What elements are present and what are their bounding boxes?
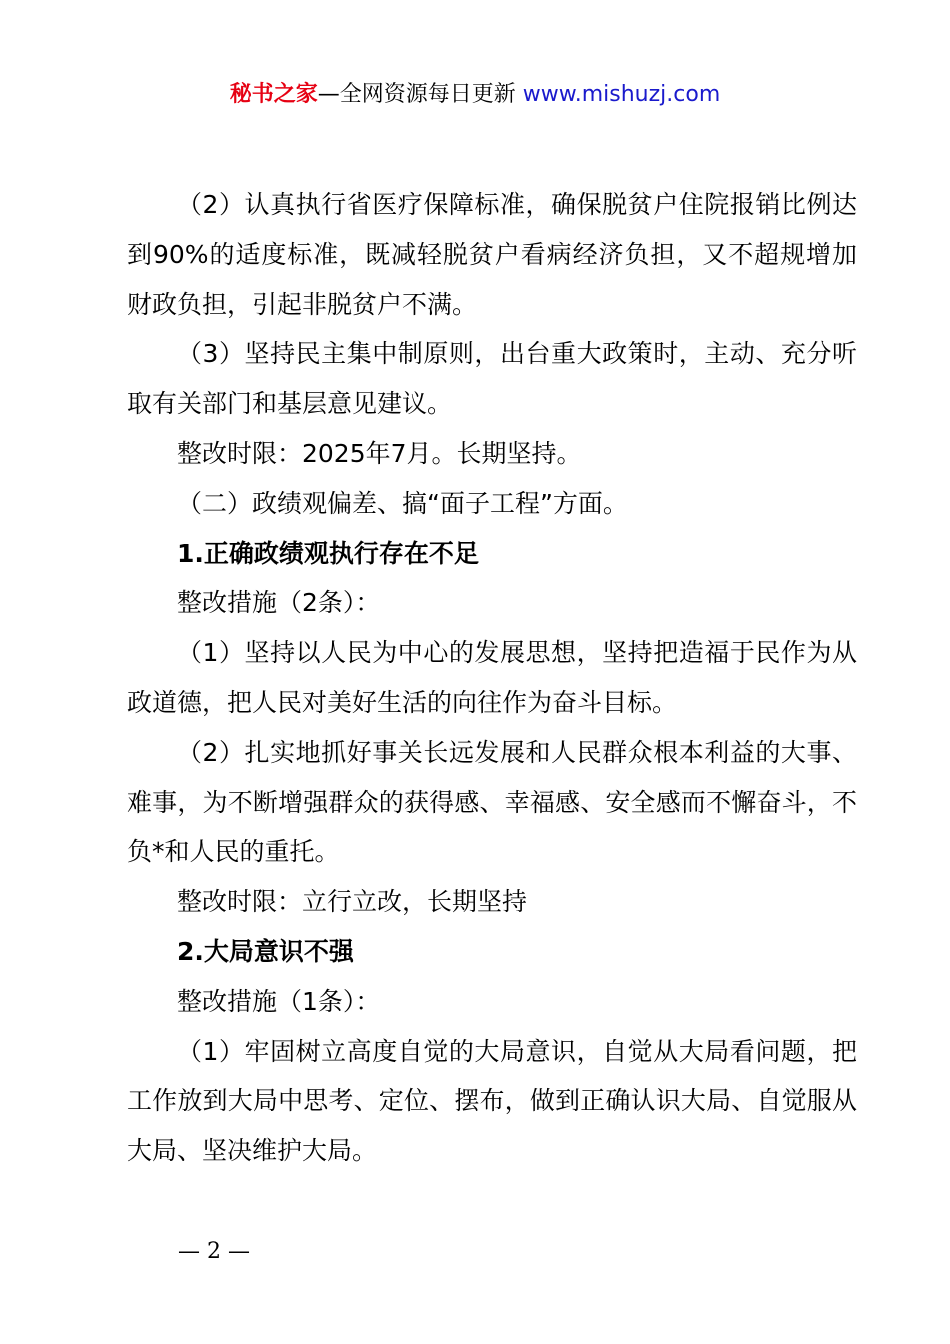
paragraph: （3）坚持民主集中制原则，出台重大政策时，主动、充分听取有关部门和基层意见建议。 [127,339,857,419]
site-brand: 秘书之家 [229,82,318,107]
subsection-heading: 1.正确政绩观执行存在不足 [177,538,479,568]
paragraph: （1）坚持以人民为中心的发展思想，坚持把造福于民作为从政道德，把人民对美好生活的向往作为奋斗目标。 [127,638,857,717]
site-tagline: —全网资源每日更新 [317,82,516,107]
site-url-link[interactable]: www.mishuzj.com [522,82,721,107]
subsection-heading: 2.大局意识不强 [177,936,354,966]
paragraph: （2）认真执行省医疗保障标准，确保脱贫户住院报销比例达到90%的适度标准，既减轻脱贫户看病经济负担，又不超规增加财政负担，引起非脱贫户不满。 [127,190,857,319]
paragraph: 整改措施（1条）： [177,986,381,1016]
paragraph: 整改措施（2条）： [177,588,381,618]
section-heading: （二）政绩观偏差、搞“面子工程”方面。 [177,488,628,518]
document-body [127,180,857,1176]
paragraph: 整改时限：2025年7月。长期坚持。 [177,438,582,468]
paragraph: （2）扎实地抓好事关长远发展和人民群众根本利益的大事、难事，为不断增强群众的获得感、幸福感、安全感而不懈奋斗，不负*和人民的重托。 [127,737,857,867]
paragraph: （1）牢固树立高度自觉的大局意识，自觉从大局看问题，把工作放到大局中思考、定位、摆布，做到正确认识大局、自觉服从大局、坚决维护大局。 [127,1036,857,1166]
paragraph: 整改时限：立行立改，长期坚持 [177,887,528,917]
page-number: — 2 — [178,1239,250,1264]
site-header [0,80,950,110]
